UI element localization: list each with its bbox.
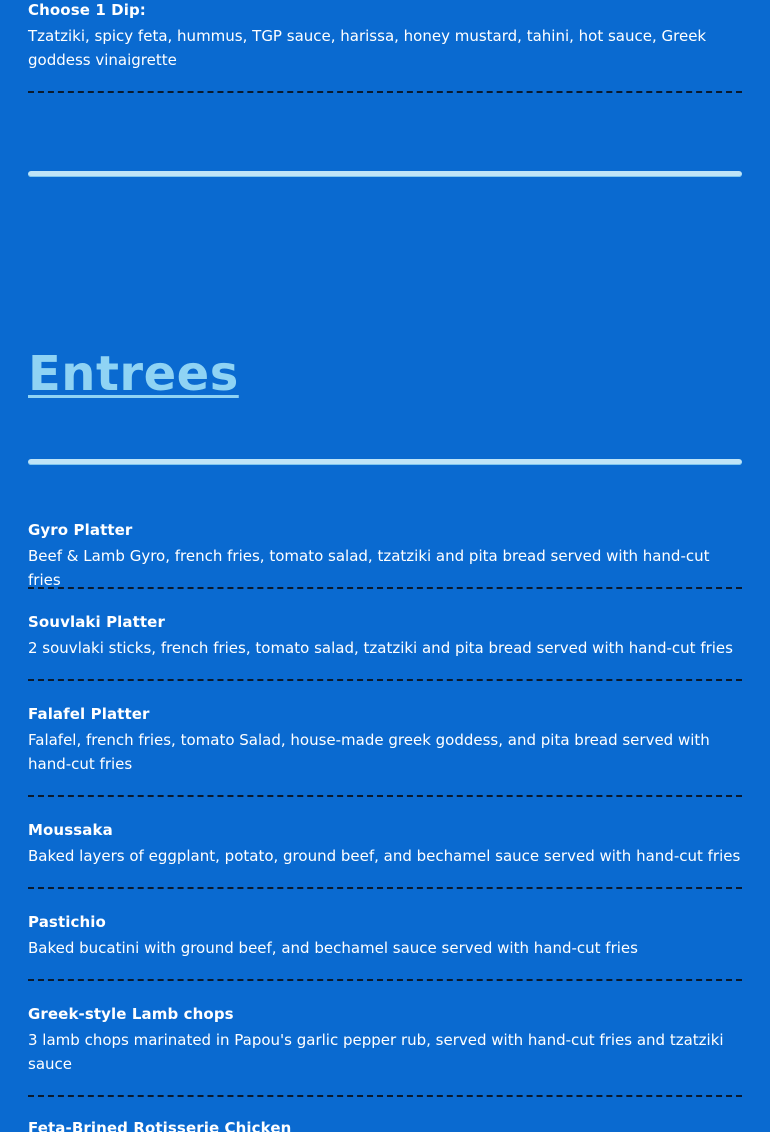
divider <box>28 1095 742 1097</box>
menu-item-moussaka <box>28 820 742 868</box>
entrees-heading <box>28 344 239 404</box>
menu-item-rotisserie-chicken <box>28 1118 742 1132</box>
section-title[interactable]: Entrees <box>28 346 239 402</box>
dip-label: Choose 1 Dip: <box>28 1 146 19</box>
divider <box>28 795 742 797</box>
menu-item-gyro-platter <box>28 520 742 592</box>
menu-item-name: Falafel Platter <box>28 705 150 723</box>
menu-item-description: Baked bucatini with ground beef, and bechamel sauce served with hand-cut fries <box>28 939 638 957</box>
menu-item-name: Feta-Brined Rotisserie Chicken <box>28 1119 292 1132</box>
menu-item-description: Baked layers of eggplant, potato, ground beef, and bechamel sauce served with hand-cut fries <box>28 847 741 865</box>
menu-item-description: 2 souvlaki sticks, french fries, tomato salad, tzatziki and pita bread served with hand-cut fries <box>28 639 733 657</box>
divider <box>28 91 742 93</box>
menu-item-name: Greek-style Lamb chops <box>28 1005 234 1023</box>
menu-item-pastichio <box>28 912 742 960</box>
menu-item-name: Souvlaki Platter <box>28 613 165 631</box>
menu-item-lamb-chops <box>28 1004 742 1076</box>
section-rule-bottom <box>28 459 742 465</box>
menu-item-description: Falafel, french fries, tomato Salad, house-made greek goddess, and pita bread served with hand-cut fries <box>28 731 710 773</box>
menu-item-falafel-platter <box>28 704 742 776</box>
menu-item-name: Moussaka <box>28 821 113 839</box>
section-rule-top <box>28 171 742 177</box>
menu-item-description: Beef & Lamb Gyro, french fries, tomato salad, tzatziki and pita bread served with hand-cut fries <box>28 547 710 589</box>
dip-options: Tzatziki, spicy feta, hummus, TGP sauce, harissa, honey mustard, tahini, hot sauce, Greek goddess vinaigrette <box>28 27 707 69</box>
divider <box>28 887 742 889</box>
divider <box>28 587 742 589</box>
menu-item-souvlaki-platter <box>28 612 742 660</box>
menu-item-name: Pastichio <box>28 913 106 931</box>
menu-item-description: 3 lamb chops marinated in Papou's garlic pepper rub, served with hand-cut fries and tzatziki sauce <box>28 1031 724 1073</box>
divider <box>28 679 742 681</box>
divider <box>28 979 742 981</box>
dip-item <box>28 0 742 72</box>
menu-item-name: Gyro Platter <box>28 521 133 539</box>
